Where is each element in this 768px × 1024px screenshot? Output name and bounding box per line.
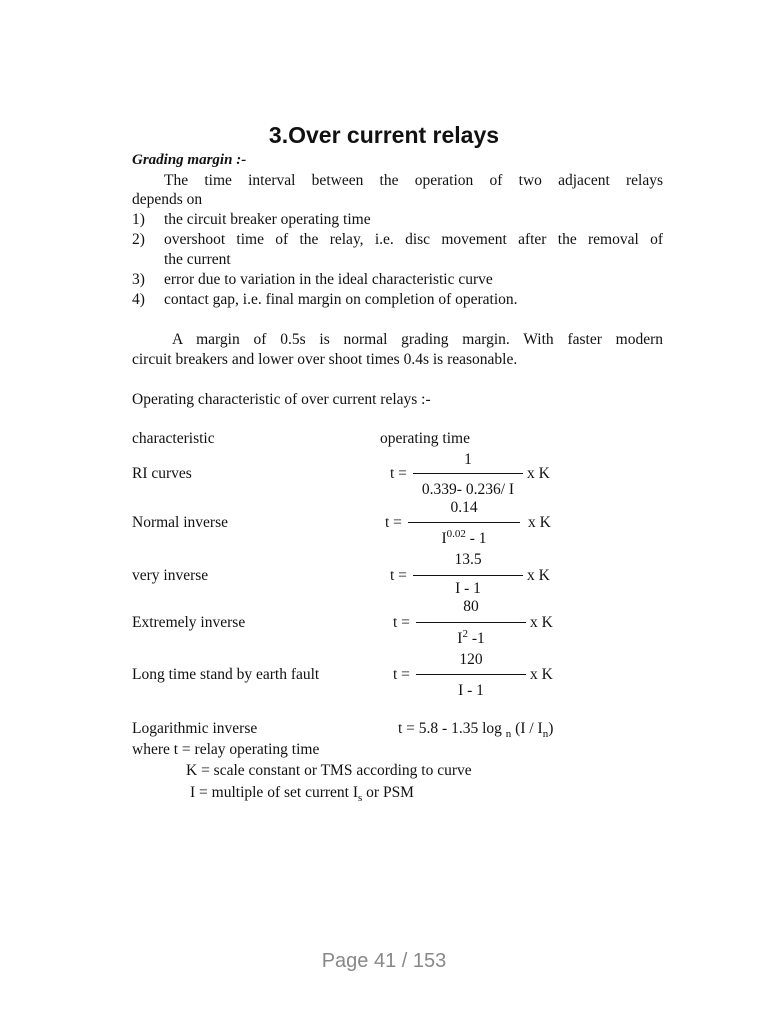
formula-numerator: 80: [463, 598, 479, 615]
list-item-number: 1): [132, 211, 145, 228]
denominator-rest: - 1: [465, 530, 487, 547]
operating-characteristic-heading: Operating characteristic of over current relays :-: [132, 391, 431, 408]
log-formula-part: (I / I: [511, 720, 543, 737]
t-equals: t =: [385, 514, 402, 531]
t-equals: t =: [393, 614, 410, 631]
t-equals: t =: [393, 666, 410, 683]
list-item-number: 4): [132, 291, 145, 308]
formula-denominator: [416, 628, 526, 648]
grading-intro-line2: depends on: [132, 191, 203, 208]
formula-denominator: 0.339- 0.236/ I: [421, 481, 515, 498]
logarithmic-formula: [398, 720, 553, 740]
list-item-number: 2): [132, 231, 145, 248]
t-equals: t =: [390, 567, 407, 584]
list-item: contact gap, i.e. final margin on completion of operation.: [164, 291, 518, 308]
where-i-subscript: s: [358, 792, 363, 804]
fraction-bar: [413, 575, 523, 576]
fraction-bar: [416, 674, 526, 675]
page-indicator: Page 41 / 153: [321, 950, 447, 972]
t-equals: t =: [390, 465, 407, 482]
denominator-exponent: 0.02: [446, 528, 466, 540]
list-item-continuation: the current: [164, 251, 231, 268]
characteristic-label-very-inverse: very inverse: [132, 567, 209, 584]
denominator-base: I: [441, 530, 447, 547]
grading-margin-line2: circuit breakers and lower over shoot times 0.4s is reasonable.: [132, 351, 518, 368]
characteristic-label-normal-inverse: Normal inverse: [132, 514, 228, 531]
fraction-bar: [408, 522, 520, 523]
list-item: overshoot time of the relay, i.e. disc movement after the removal of: [164, 231, 663, 248]
grading-margin-heading: Grading margin :-: [132, 152, 247, 168]
grading-intro-line1: The time interval between the operation of two adjacent relays: [164, 172, 663, 189]
formula-multiplier: x K: [527, 567, 550, 584]
formula-multiplier: x K: [528, 514, 551, 531]
fraction-bar: [416, 622, 526, 623]
column-header-operating-time: operating time: [380, 430, 470, 447]
list-item: error due to variation in the ideal characteristic curve: [164, 271, 493, 288]
where-line-i: [190, 784, 414, 804]
formula-multiplier: x K: [530, 614, 553, 631]
formula-denominator: I - 1: [458, 682, 484, 699]
list-item-number: 3): [132, 271, 145, 288]
characteristic-label-ri: RI curves: [132, 465, 192, 482]
log-subscript: n: [505, 728, 512, 740]
where-line-t: where t = relay operating time: [132, 741, 320, 758]
formula-numerator: 120: [459, 651, 483, 668]
log-subscript: n: [542, 728, 549, 740]
formula-numerator: 13.5: [454, 551, 482, 568]
denominator-base: I: [457, 630, 463, 647]
characteristic-label-long-time-earth-fault: Long time stand by earth fault: [132, 666, 320, 683]
denominator-exponent: 2: [462, 628, 468, 640]
characteristic-label-logarithmic-inverse: Logarithmic inverse: [132, 720, 258, 737]
formula-multiplier: x K: [530, 666, 553, 683]
where-line-k: K = scale constant or TMS according to curve: [186, 762, 472, 779]
formula-multiplier: x K: [527, 465, 550, 482]
formula-numerator: 0.14: [450, 499, 478, 516]
page-title: 3.Over current relays: [268, 122, 500, 148]
fraction-bar: [413, 473, 523, 474]
list-item: the circuit breaker operating time: [164, 211, 371, 228]
formula-numerator: 1: [464, 451, 472, 468]
grading-margin-line1: A margin of 0.5s is normal grading margin. With faster modern: [172, 331, 663, 348]
column-header-characteristic: characteristic: [132, 430, 215, 447]
formula-denominator: [408, 528, 520, 548]
denominator-rest: -1: [467, 630, 485, 647]
log-formula-part: ): [548, 720, 554, 737]
log-formula-part: t = 5.8 - 1.35 log: [398, 720, 506, 737]
where-i-text: or PSM: [362, 784, 414, 801]
formula-denominator: I - 1: [455, 580, 481, 597]
where-i-text: I = multiple of set current I: [190, 784, 358, 801]
characteristic-label-extremely-inverse: Extremely inverse: [132, 614, 246, 631]
